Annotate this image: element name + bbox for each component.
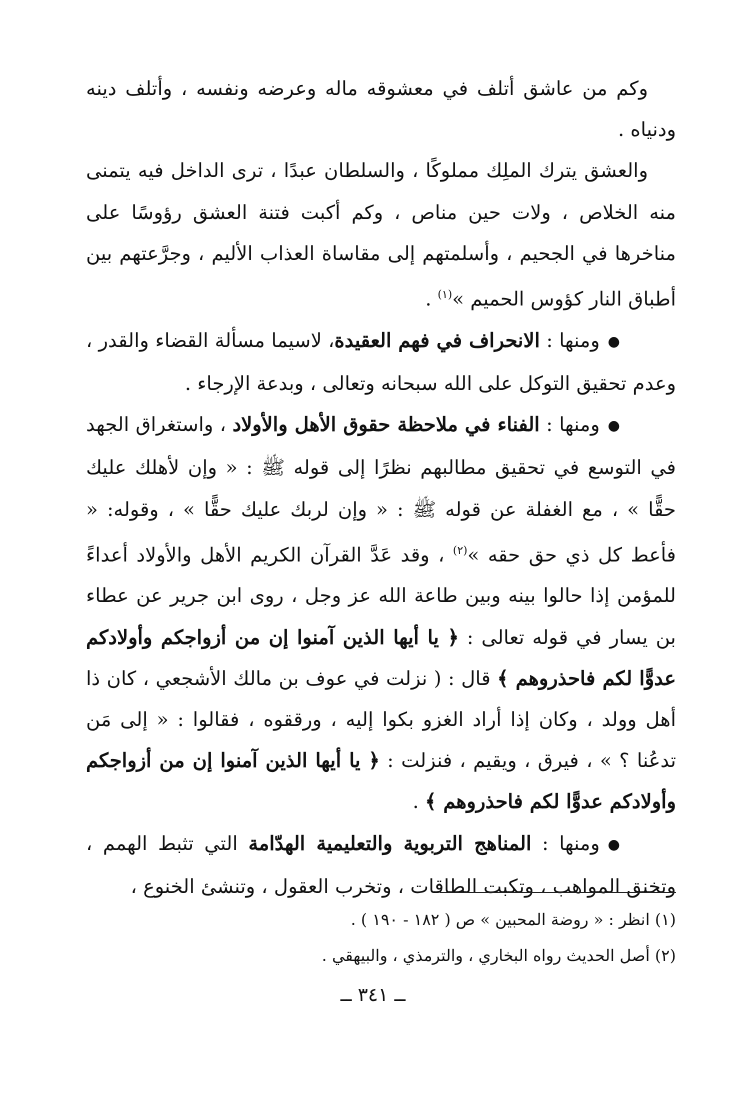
bullet-3-intro: ومنها : <box>531 831 600 855</box>
footnotes <box>86 902 676 974</box>
bullet-1-text: ، لاسيما مسألة القضاء والقدر ، وعدم تحقيق التوكل على الله سبحانه وتعالى ، وبدعة الإرجاء . <box>86 328 676 395</box>
paragraph-2 <box>86 150 676 319</box>
footnote-ref-2: (٢) <box>452 543 468 557</box>
bullet-dot-icon: ● <box>607 418 620 435</box>
paragraph-2-end: . <box>425 287 438 311</box>
bullet-dot-icon: ● <box>607 836 620 853</box>
bullet-2-heading: الفناء في ملاحظة حقوق الأهل والأولاد <box>232 413 540 437</box>
footnote-1: (١) انظر : « روضة المحبين » ص ( ١٨٢ - ١٩٠ ) . <box>350 910 676 929</box>
page-number: ــ ٣٤١ ــ <box>340 984 406 1006</box>
bullet-1-heading: الانحراف في فهم العقيدة <box>334 328 540 352</box>
paragraph-1 <box>86 68 676 150</box>
footnote-divider <box>440 892 676 893</box>
quran-verse-1: ﴿ يا أيها الذين آمنوا إن من أزواجكم وأولادكم عدوًّا لكم فاحذروهم ﴾ <box>86 625 676 690</box>
bullet-2-intro: ومنها : <box>539 413 600 437</box>
footnote-2: (٢) أصل الحديث رواه البخاري ، والترمذي ، والبيهقي . <box>321 946 676 965</box>
main-text <box>86 68 676 907</box>
bullet-2-end: . <box>412 790 426 814</box>
bullet-1-intro: ومنها : <box>539 328 600 352</box>
bullet-2-text-c: قال : ( نزلت في عوف بن مالك الأشجعي ، كان ذا أهل وولد ، وكان إذا أراد الغزو بكوا إليه ، ورققوه ، فقالوا : « إلى مَن تدعُنا ؟ » ، فيرق ، ويقيم ، فنزلت : <box>86 666 676 773</box>
bullet-2-text-a: ، واستغراق الجهد في التوسع في تحقيق مطالبهم نظرًا إلى قوله ﷺ : « وإن لأهلك عليك حقًّا » ، مع الغفلة عن قوله ﷺ : « وإن لربك عليك حقًّا » ، وقوله: « فأعط كل ذي حق حقه » <box>86 413 676 567</box>
paragraph-2-text: والعشق يترك الملِك مملوكًا ، والسلطان عبدًا ، ترى الداخل فيه يتمنى منه الخلاص ، ولات حين مناص ، وكم أكبت فتنة العشق رؤوسًا على مناخرها في الجحيم ، وأسلمتهم إلى مقاساة العذاب الأليم ، وجرَّعتهم بين أطباق النار كؤوس الحميم » <box>86 159 676 311</box>
bullet-item-3 <box>86 823 676 907</box>
bullet-dot-icon: ● <box>607 333 620 350</box>
bullet-3-heading: المناهج التربوية والتعليمية الهدّامة <box>248 831 532 855</box>
bullet-item-1 <box>86 320 676 404</box>
paragraph-1-text: وكم من عاشق أتلف في معشوقه ماله وعرضه ونفسه ، وأتلف دينه ودنياه . <box>86 77 676 142</box>
footnote-ref-1: (١) <box>437 288 453 302</box>
bullet-item-2 <box>86 404 676 823</box>
bullet-2-text-b: ، وقد عَدَّ القرآن الكريم الأهل والأولاد أعداءً للمؤمن إذا حالوا بينه وبين طاعة الله عز وجل ، روى ابن جرير عن عطاء بن يسار في قوله تعالى : <box>86 543 676 649</box>
bullet-3-text: التي تثبط الهمم ، وتخنق المواهب ، وتكبت الطاقات ، وتخرب العقول ، وتنشئ الخنوع ، <box>86 831 676 898</box>
quran-verse-2: ﴿ يا أيها الذين آمنوا إن من أزواجكم وأولادكم عدوًّا لكم فاحذروهم ﴾ <box>86 749 676 814</box>
